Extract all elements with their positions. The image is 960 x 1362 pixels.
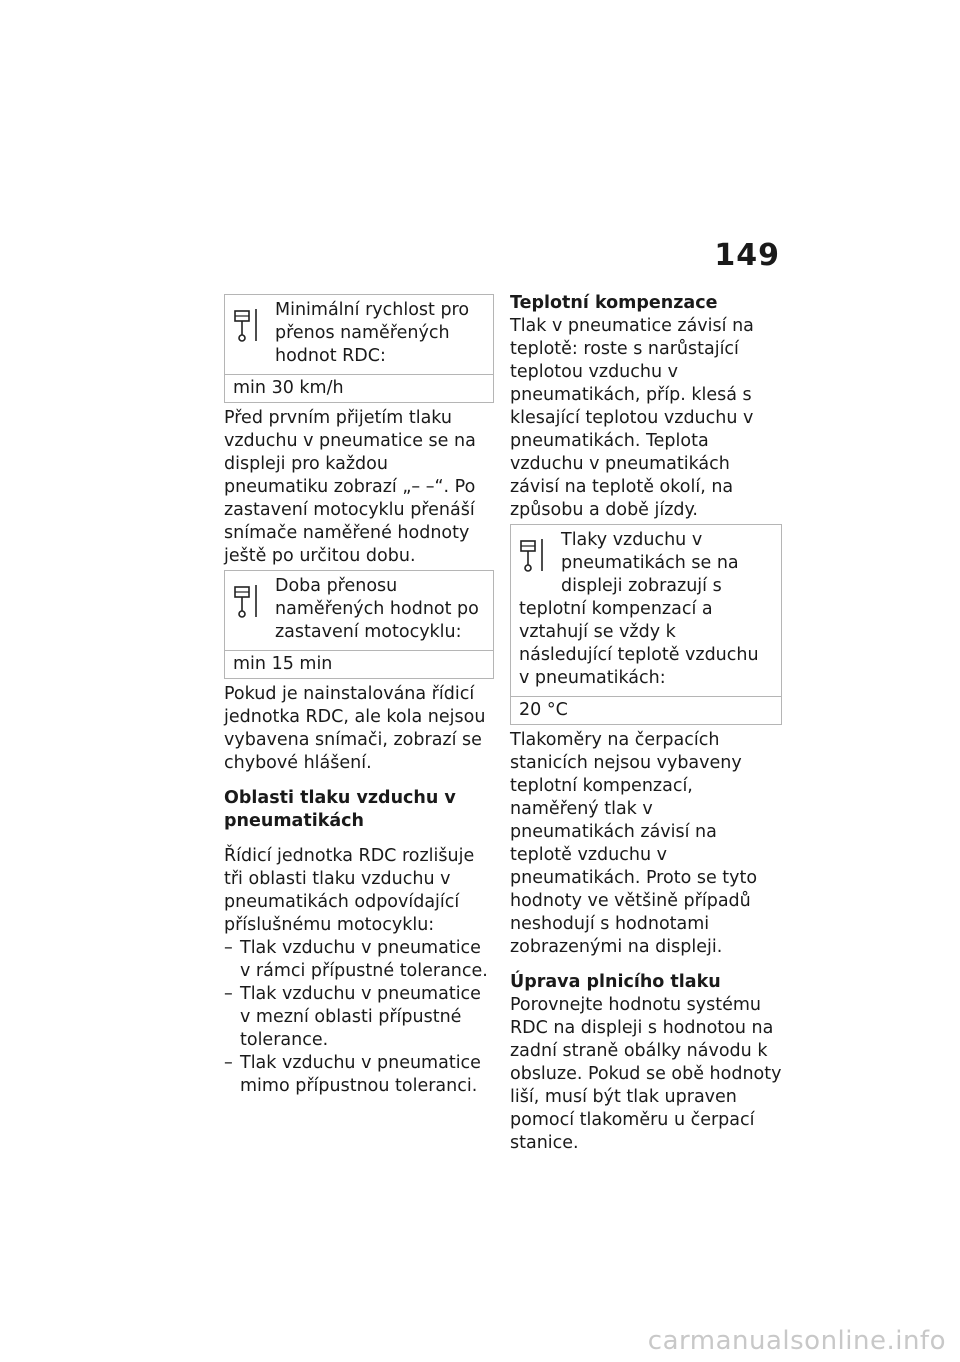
list-item: – Tlak vzduchu v pneumatice v rámci přípustné tolerance. xyxy=(224,937,494,983)
spec-note-text: Minimální rychlost pro přenos naměřených hodnot RDC: xyxy=(275,300,470,366)
spec-box-min-speed xyxy=(224,294,494,403)
paragraph: Tlak v pneumatice závisí na teplotě: roste s narůstající teplotou vzduchu v pneumatikách, příp. klesá s klesající teplotou vzduchu v pneumatikách. Teplota vzduchu v pneumatikách závisí na teplotě okolí, na způsobu a době jízdy. xyxy=(510,316,754,520)
spec-box-transfer-time xyxy=(224,570,494,679)
spec-value: min 30 km/h xyxy=(225,374,493,402)
right-column xyxy=(510,292,782,1155)
pressure-range-list xyxy=(224,937,494,1098)
spec-note-text: Doba přenosu naměřených hodnot po zastavení motocyklu: xyxy=(275,576,479,642)
paragraph: Porovnejte hodnotu systému RDC na displeji s hodnotou na zadní straně obálky návodu k obsluze. Pokud se obě hodnoty liší, musí být tlak upraven pomocí tlakoměru u čerpací stanice. xyxy=(510,995,782,1153)
paragraph: Řídicí jednotka RDC rozlišuje tři oblasti tlaku vzduchu v pneumatikách odpovídající příslušnému motocyklu: xyxy=(224,846,475,935)
paragraph: Před prvním přijetím tlaku vzduchu v pneumatice se na displeji pro každou pneumatiku zobrazí „– –“. Po zastavení motocyklu přenáší snímače naměřené hodnoty ještě po určitou dobu. xyxy=(224,408,476,566)
page-number: 149 xyxy=(714,238,780,273)
section-heading: Teplotní kompenzace xyxy=(510,293,718,313)
list-item: – Tlak vzduchu v pneumatice mimo přípustnou toleranci. xyxy=(224,1052,494,1098)
left-column xyxy=(224,292,494,1098)
section-heading: Oblasti tlaku vzduchu v pneumatikách xyxy=(224,788,456,831)
list-item: – Tlak vzduchu v pneumatice v mezní oblasti přípustné tolerance. xyxy=(224,983,494,1052)
spec-note xyxy=(511,525,781,696)
spec-box-reference-temperature xyxy=(510,524,782,725)
tire-gauge-icon xyxy=(233,581,269,625)
spec-note xyxy=(225,295,493,374)
tire-gauge-icon xyxy=(233,305,269,349)
spec-note xyxy=(225,571,493,650)
watermark: carmanualsonline.info xyxy=(647,1326,946,1356)
paragraph: Pokud je nainstalována řídicí jednotka RDC, ale kola nejsou vybavena snímači, zobrazí se chybové hlášení. xyxy=(224,684,486,773)
spec-value: min 15 min xyxy=(225,650,493,678)
spec-value: 20 °C xyxy=(511,696,781,724)
spec-note-text: Tlaky vzduchu v pneumatikách se na displeji zobrazují s teplotní kompenzací a vztahují se vždy k následující teplotě vzduchu v pneumatikách: xyxy=(519,530,759,688)
paragraph: Tlakoměry na čerpacích stanicích nejsou vybaveny teplotní kompenzací, naměřený tlak v pneumatikách závisí na teplotě vzduchu v pneumatikách. Proto se tyto hodnoty ve většině případů neshodují s hodnotami zobrazenými na displeji. xyxy=(510,730,758,957)
tire-gauge-icon xyxy=(519,535,555,579)
section-heading: Úprava plnicího tlaku xyxy=(510,972,721,992)
